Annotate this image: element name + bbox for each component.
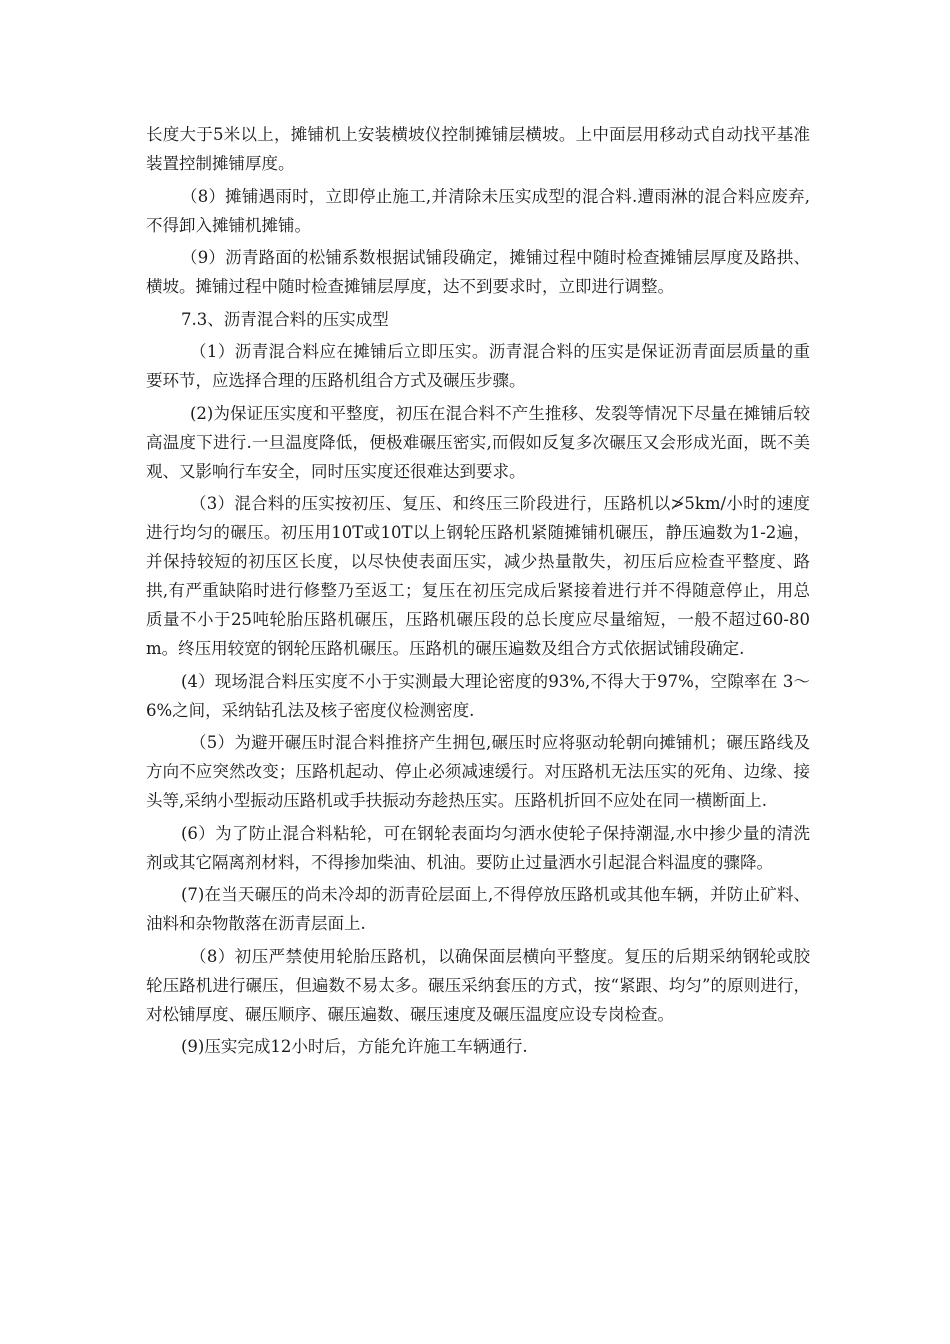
document-body [146, 120, 810, 1065]
paragraph-item-6: (6）为了防止混合料粘轮，可在钢轮表面均匀洒水使轮子保持潮湿,水中掺少量的清洗剂或其它隔离剂材料，不得掺加柴油、机油。要防止过量洒水引起混合料温度的骤降。 [146, 823, 810, 872]
paragraph-item-5: （5）为避开碾压时混合料推挤产生拥包,碾压时应将驱动轮朝向摊铺机；碾压路线及方向不应突然改变；压路机起动、停止必须减速缓行。对压路机无法压实的死角、边缘、接头等,采纳小型振动压路机或手扶振动夯趁热压实。压路机折回不应处在同一横断面上. [146, 733, 810, 810]
paragraph-item-4: (4）现场混合料压实度不小于实测最大理论密度的93%,不得大于97%，空隙率在 3～6%之间，采纳钻孔法及核子密度仪检测密度. [146, 671, 810, 720]
paragraph-item-8b: （8）初压严禁使用轮胎压路机，以确保面层横向平整度。复压的后期采纳钢轮或胶轮压路机进行碾压，但遍数不易太多。碾压采纳套压的方式，按“紧跟、均匀”的原则进行，对松铺厚度、碾压顺序、碾压遍数、碾压速度及碾压温度应设专岗检查。 [146, 946, 810, 1024]
paragraph-item-7: (7)在当天碾压的尚未冷却的沥青砼层面上,不得停放压路机或其他车辆，并防止矿料、油料和杂物散落在沥青层面上. [146, 885, 810, 933]
paragraph-item-9: （9）沥青路面的松铺系数根据试铺段确定，摊铺过程中随时检查摊铺层厚度及路拱、横坡。摊铺过程中随时检查摊铺层厚度，达不到要求时，立即进行调整。 [146, 248, 810, 296]
paragraph-item-3: （3）混合料的压实按初压、复压、和终压三阶段进行，压路机以≯5km/小时的速度进行均匀的碾压。初压用10T或10T以上钢轮压路机紧随摊铺机碾压，静压遍数为1-2遍，并保持较短的初压区长度，以尽快使表面压实，减少热量散失，初压后应检查平整度、路拱,有严重缺陷时进行修整乃至返工；复压在初压完成后紧接着进行并不得随意停止，用总质量不小于25吨轮胎压路机碾压，压路机碾压段的总长度应尽量缩短，一般不超过60-80m。终压用较宽的钢轮压路机碾压。压路机的碾压遍数及组合方式依据试铺段确定. [146, 494, 810, 658]
section-heading-7-3: 7.3、沥青混合料的压实成型 [181, 309, 389, 329]
paragraph-item-1: （1）沥青混合料应在摊铺后立即压实。沥青混合料的压实是保证沥青面层质量的重要环节，应选择合理的压路机组合方式及碾压步骤。 [146, 342, 810, 390]
paragraph-item-2: (2)为保证压实度和平整度，初压在混合料不产生推移、发裂等情况下尽量在摊铺后较高温度下进行.一旦温度降低，便极难碾压密实,而假如反复多次碾压又会形成光面，既不美观、又影响行车安全，同时压实度还很难达到要求。 [146, 403, 810, 481]
paragraph-item-8: （8）摊铺遇雨时，立即停止施工,并清除未压实成型的混合料.遭雨淋的混合料应废弃,不得卸入摊铺机摊铺。 [146, 186, 810, 235]
paragraph-continued: 长度大于5米以上，摊铺机上安装横坡仪控制摊铺层横坡。上中面层用移动式自动找平基准装置控制摊铺厚度。 [146, 125, 810, 173]
paragraph-item-9b: (9)压实完成12小时后，方能允许施工车辆通行. [181, 1037, 528, 1056]
